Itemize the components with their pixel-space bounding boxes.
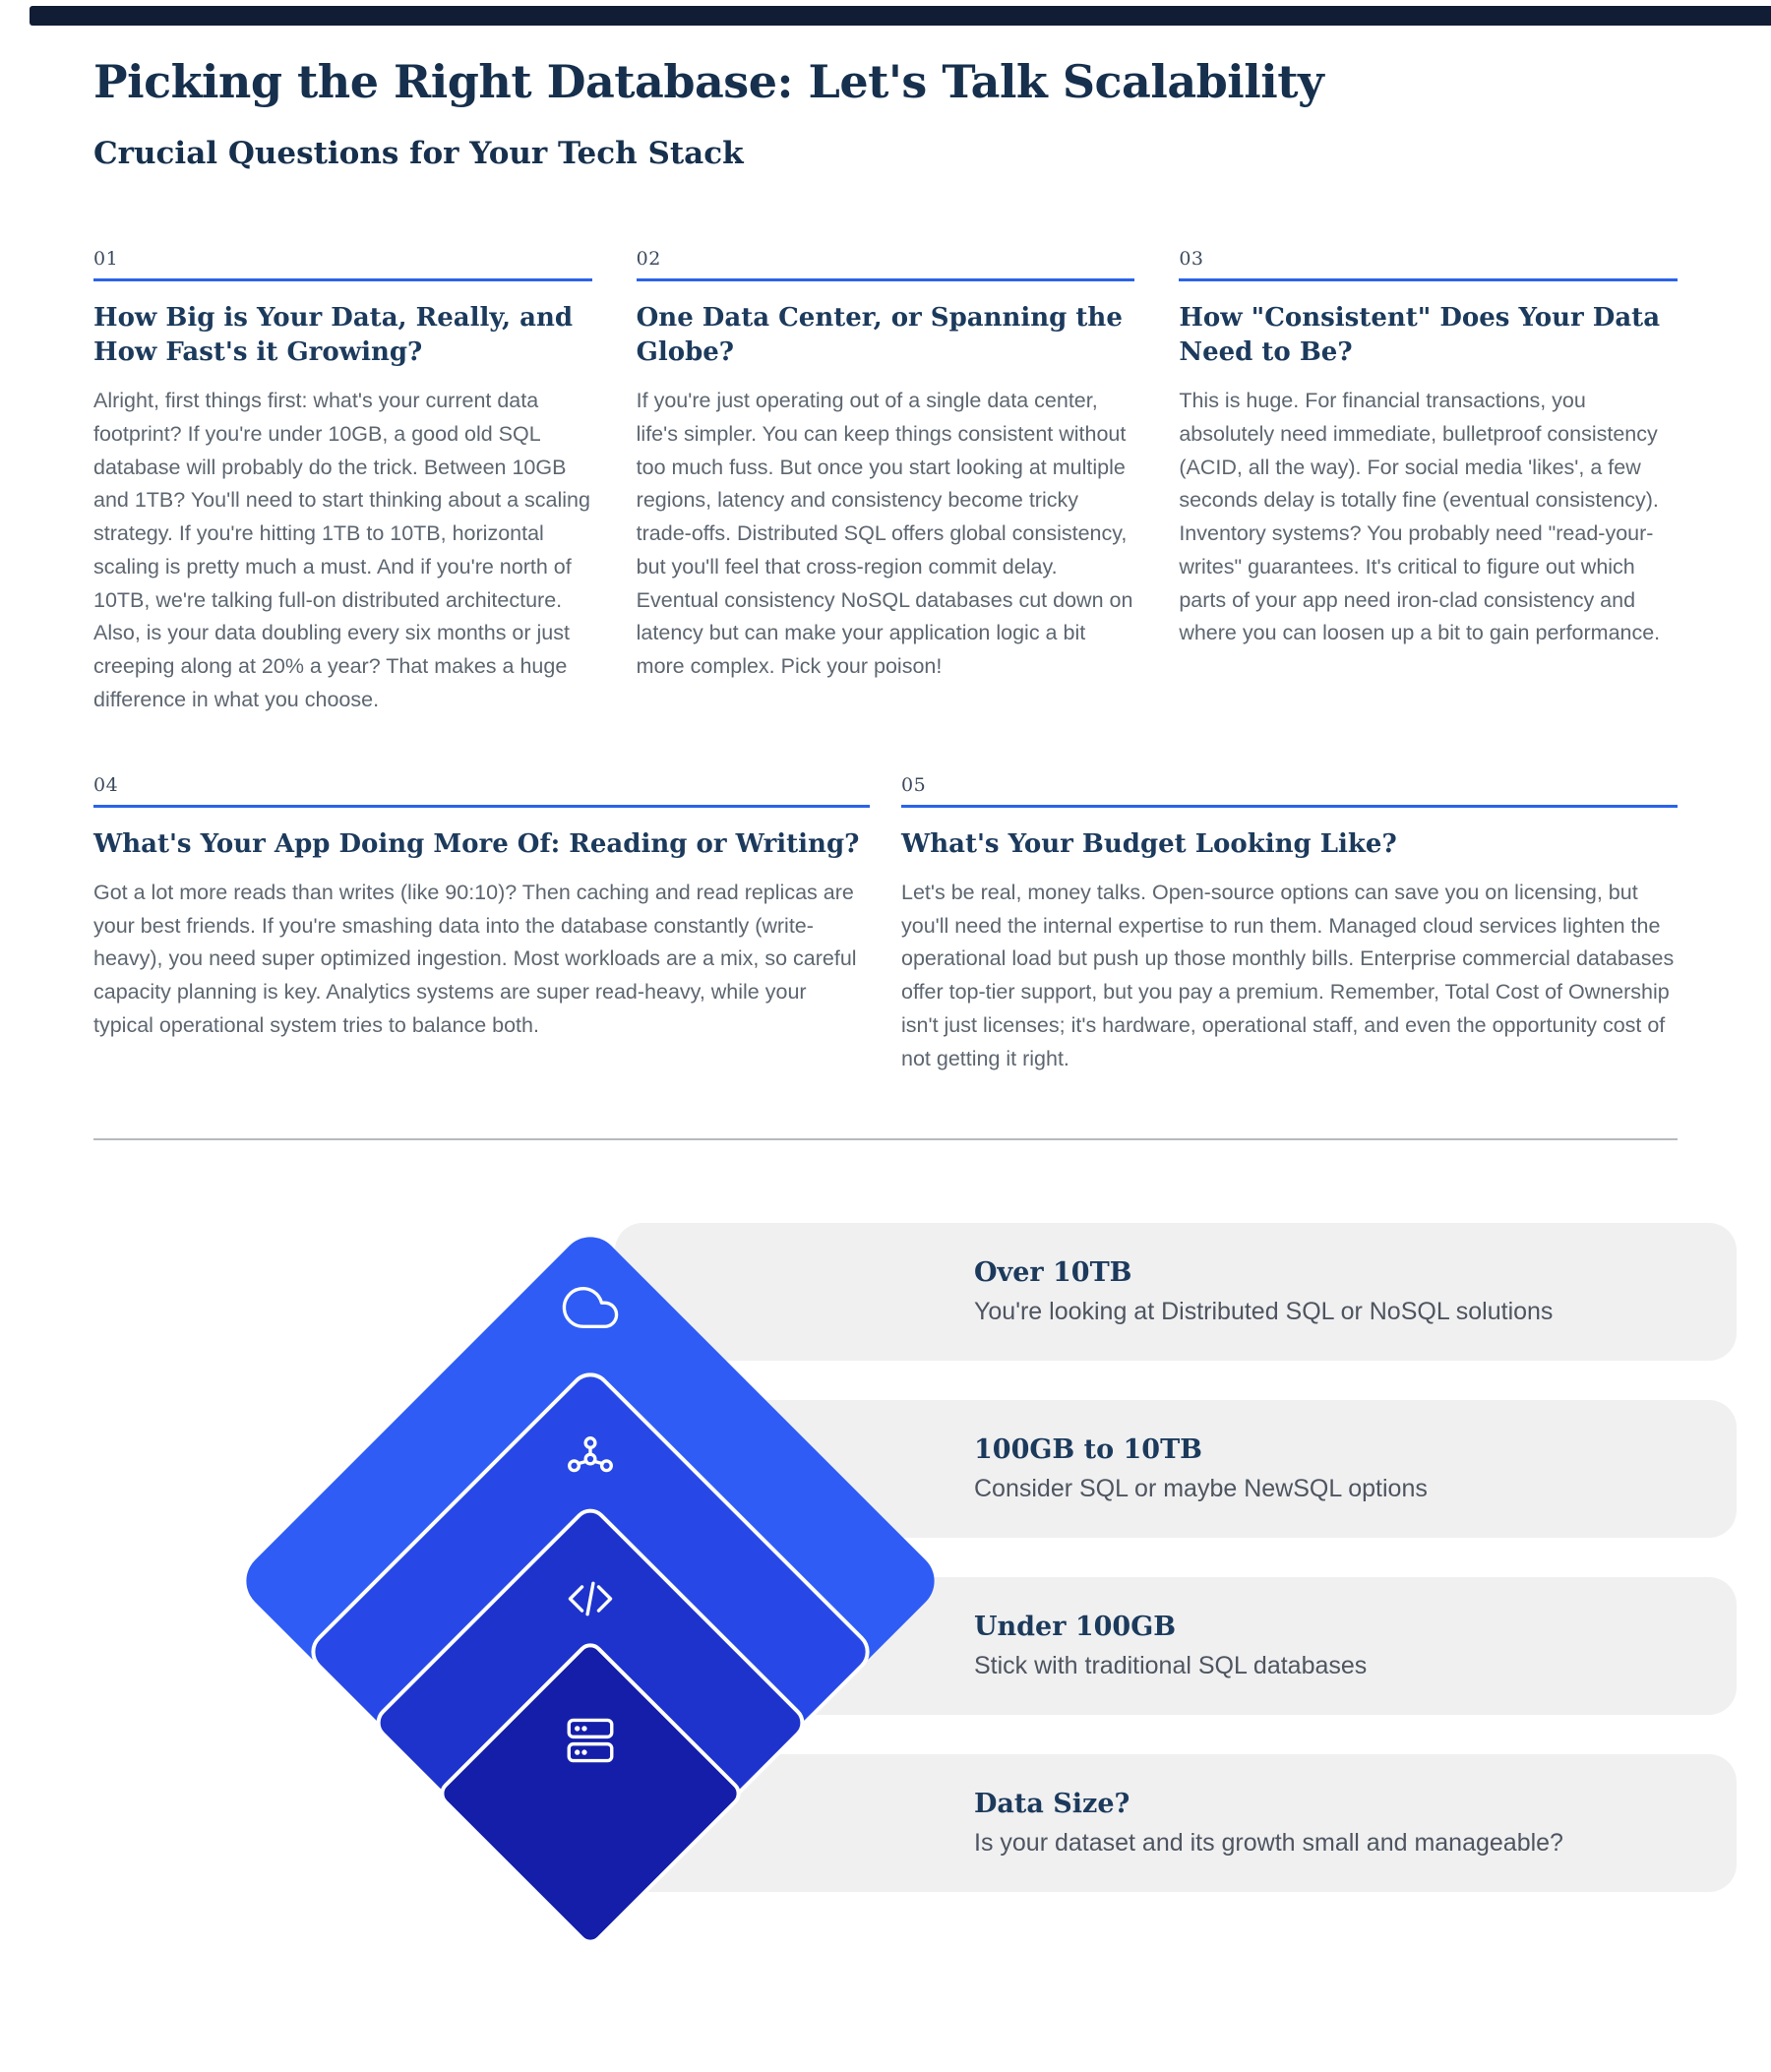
content: [93, 0, 1678, 1981]
section-body: Alright, first things first: what's your current data footprint? If you're under 10GB, a good old SQL database will probably do the trick. Between 10GB and 1TB? You'll need to start thinking about a scaling strategy. If you're hitting 1TB to 10TB, horizontal scaling is pretty much a must. And if you're north of 10TB, we're talking full-on distributed architecture. Also, is your data doubling every six months or just creeping along at 20% a year? That makes a huge difference in what you choose.: [93, 389, 590, 711]
section-02: [637, 248, 1135, 717]
section-04: [93, 774, 870, 1076]
section-number: 04: [93, 773, 119, 796]
bar-title: Over 10TB: [974, 1257, 1132, 1289]
section-rule: [637, 278, 1135, 281]
section-title: What's Your App Doing More Of: Reading or Writing?: [93, 828, 860, 859]
bar-title: 100GB to 10TB: [974, 1434, 1203, 1466]
section-rule: [901, 805, 1678, 808]
bar-description: Is your dataset and its growth small and manageable?: [974, 1829, 1563, 1858]
sections-row-1: [93, 248, 1678, 717]
section-01: [93, 248, 592, 717]
section-body: Got a lot more reads than writes (like 90:10)? Then caching and read replicas are your best friends. If you're smashing data into the database constantly (write-heavy), you need super optimized ingestion. Most workloads are a mix, so careful capacity planning is key. Analytics systems are super read-heavy, while your typical operational system tries to balance both.: [93, 880, 857, 1037]
cloud-icon: [562, 1279, 619, 1336]
code-icon: [562, 1570, 619, 1627]
page-title: Picking the Right Database: Let's Talk Scalability: [93, 55, 1324, 108]
data-size-pyramid: [93, 1223, 1678, 1981]
section-title: One Data Center, or Spanning the Globe?: [636, 303, 1123, 368]
pyramid-bar-over-10tb: [615, 1223, 1737, 1361]
server-icon: [562, 1712, 619, 1769]
section-divider: [93, 1138, 1678, 1140]
bar-description: Consider SQL or maybe NewSQL options: [974, 1475, 1428, 1503]
section-number: 02: [636, 248, 661, 270]
section-body: If you're just operating out of a single data center, life's simpler. You can keep things consistent without too much fuss. But once you start looking at multiple regions, latency and consistency become tricky trade-offs. Distributed SQL offers global consistency, but you'll feel that cross-region commit delay. Eventual consistency NoSQL databases cut down on latency but can make your application logic a bit more complex. Pick your poison!: [636, 389, 1133, 679]
section-body: Let's be real, money talks. Open-source options can save you on licensing, but you'll need the internal expertise to run them. Managed cloud services lighten the operational load but push up those monthly bills. Enterprise commercial databases offer top-tier support, but you pay a premium. Remember, Total Cost of Ownership isn't just licenses; it's hardware, operational staff, and even the opportunity cost of not getting it right.: [901, 880, 1675, 1070]
section-05: [901, 774, 1678, 1076]
section-rule: [93, 805, 870, 808]
bar-title: Under 100GB: [974, 1612, 1177, 1643]
bar-title: Data Size?: [974, 1789, 1130, 1820]
section-rule: [1179, 278, 1678, 281]
section-03: [1179, 248, 1678, 717]
section-title: What's Your Budget Looking Like?: [901, 828, 1397, 859]
section-title: How "Consistent" Does Your Data Need to Be?: [1179, 303, 1661, 368]
section-number: 05: [901, 773, 927, 796]
section-number: 01: [93, 248, 119, 270]
page-subtitle: Crucial Questions for Your Tech Stack: [93, 136, 744, 171]
sections-row-2: [93, 774, 1678, 1076]
top-accent-bar: [30, 6, 1771, 26]
section-title: How Big is Your Data, Really, and How Fast's it Growing?: [93, 303, 574, 368]
bar-description: You're looking at Distributed SQL or NoSQL solutions: [974, 1298, 1554, 1326]
bar-description: Stick with traditional SQL databases: [974, 1652, 1368, 1680]
cluster-icon: [562, 1431, 619, 1488]
section-body: This is huge. For financial transactions, you absolutely need immediate, bulletproof consistency (ACID, all the way). For social media 'likes', a few seconds delay is totally fine (eventual consistency). Inventory systems? You probably need "read-your-writes" guarantees. It's critical to figure out which parts of your app need iron-clad consistency and where you can loosen up a bit to gain performance.: [1179, 389, 1661, 645]
section-number: 03: [1179, 248, 1204, 270]
section-rule: [93, 278, 592, 281]
pyramid-bar-data-size: [615, 1754, 1737, 1892]
